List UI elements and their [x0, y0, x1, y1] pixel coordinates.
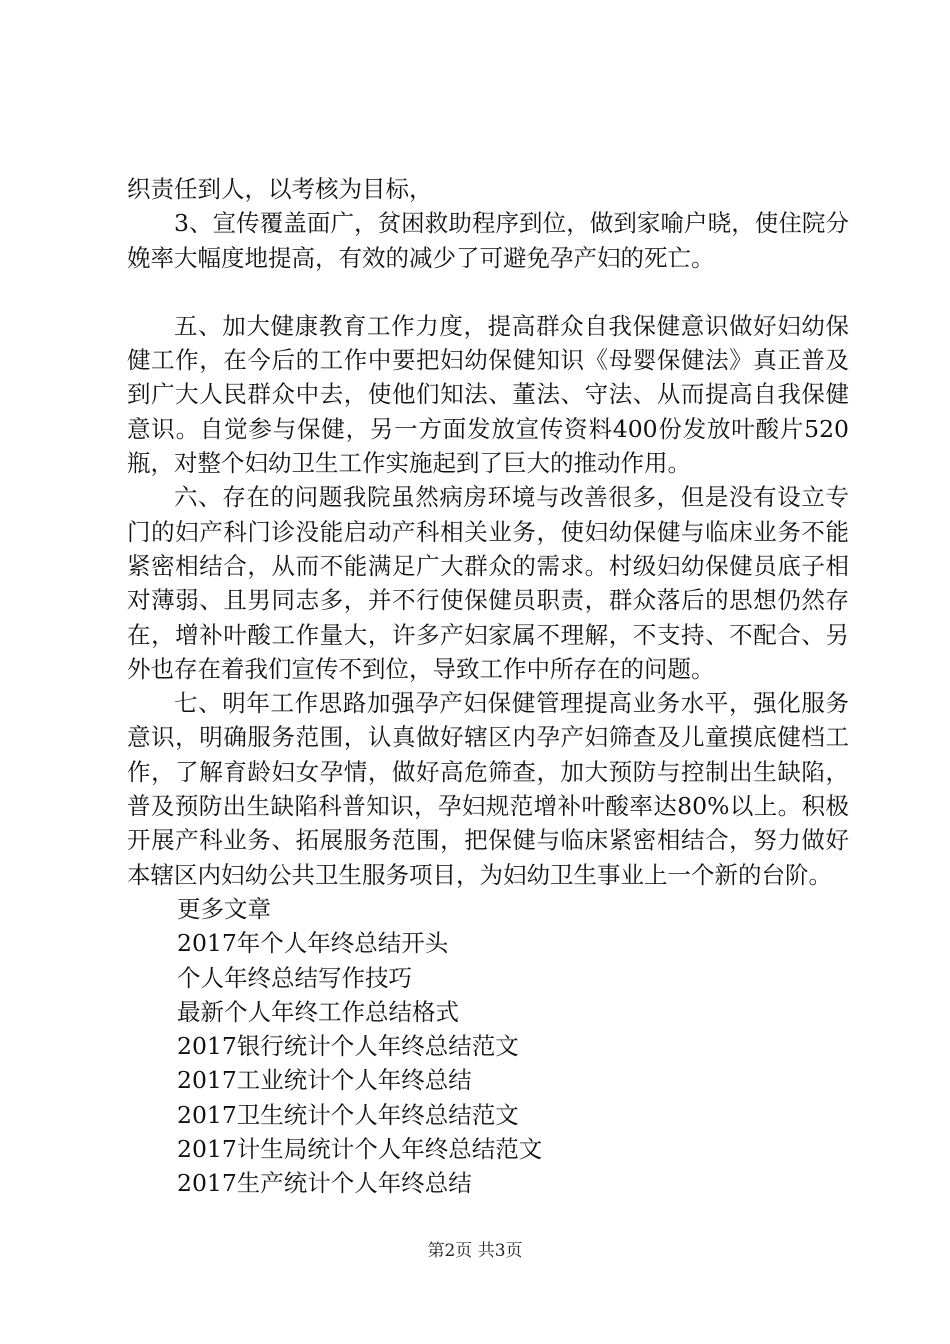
more-article-link[interactable]: 2017银行统计个人年终总结范文 — [177, 1032, 519, 1061]
more-article-link[interactable]: 最新个人年终工作总结格式 — [177, 997, 459, 1026]
paragraph-section-7: 七、明年工作思路加强孕产妇保健管理提高业务水平，强化服务意识，明确服务范围，认真做好辖区内孕产妇筛查及儿童摸底健档工作，了解育龄妇女孕情，做好高危筛查，加大预防与控制出生缺陷，普及预防出生缺陷科普知识，孕妇规范增补叶酸率达80%以上。积极开展产科业务、拓展服务范围，把保健与临床紧密相结合，努力做好本辖区内妇幼公共卫生服务项目，为妇幼卫生事业上一个新的台阶。 — [127, 689, 849, 889]
more-article-link[interactable]: 2017年个人年终总结开头 — [177, 929, 449, 958]
document-body — [127, 172, 849, 1201]
more-articles-heading: 更多文章 — [177, 894, 271, 923]
page-footer — [0, 1240, 950, 1262]
more-article-link[interactable]: 2017工业统计个人年终总结 — [177, 1066, 472, 1095]
page-number-label: 第2页 共3页 — [427, 1241, 523, 1261]
paragraph-section-6: 六、存在的问题我院虽然病房环境与改善很多，但是没有设立专门的妇产科门诊没能启动产科相关业务，使妇幼保健与临床业务不能紧密相结合，从而不能满足广大群众的需求。村级妇幼保健员底子相对薄弱、且男同志多，并不行使保健员职责，群众落后的思想仍然存在，增补叶酸工作量大，许多产妇家属不理解，不支持、不配合、另外也存在着我们宣传不到位，导致工作中所存在的问题。 — [127, 483, 849, 683]
more-articles-list — [127, 926, 849, 1200]
paragraph-section-5: 五、加大健康教育工作力度，提高群众自我保健意识做好妇幼保健工作，在今后的工作中要把妇幼保健知识《母婴保健法》真正普及到广大人民群众中去，使他们知法、董法、守法、从而提高自我保健意识。自觉参与保健，另一方面发放宣传资料400份发放叶酸片520瓶，对整个妇幼卫生工作实施起到了巨大的推动作用。 — [127, 311, 849, 478]
more-article-link[interactable]: 2017计生局统计个人年终总结范文 — [177, 1135, 543, 1164]
paragraph-continuation: 织责任到人，以考核为目标， — [127, 175, 433, 203]
more-article-link[interactable]: 个人年终总结写作技巧 — [177, 963, 412, 992]
more-article-link[interactable]: 2017卫生统计个人年终总结范文 — [177, 1100, 519, 1129]
paragraph-gap — [127, 275, 849, 309]
more-article-link[interactable]: 2017生产统计个人年终总结 — [177, 1169, 472, 1198]
paragraph-item-3: 3、宣传覆盖面广，贫困救助程序到位，做到家喻户晓，使住院分娩率大幅度地提高，有效的减少了可避免孕产妇的死亡。 — [127, 209, 849, 272]
